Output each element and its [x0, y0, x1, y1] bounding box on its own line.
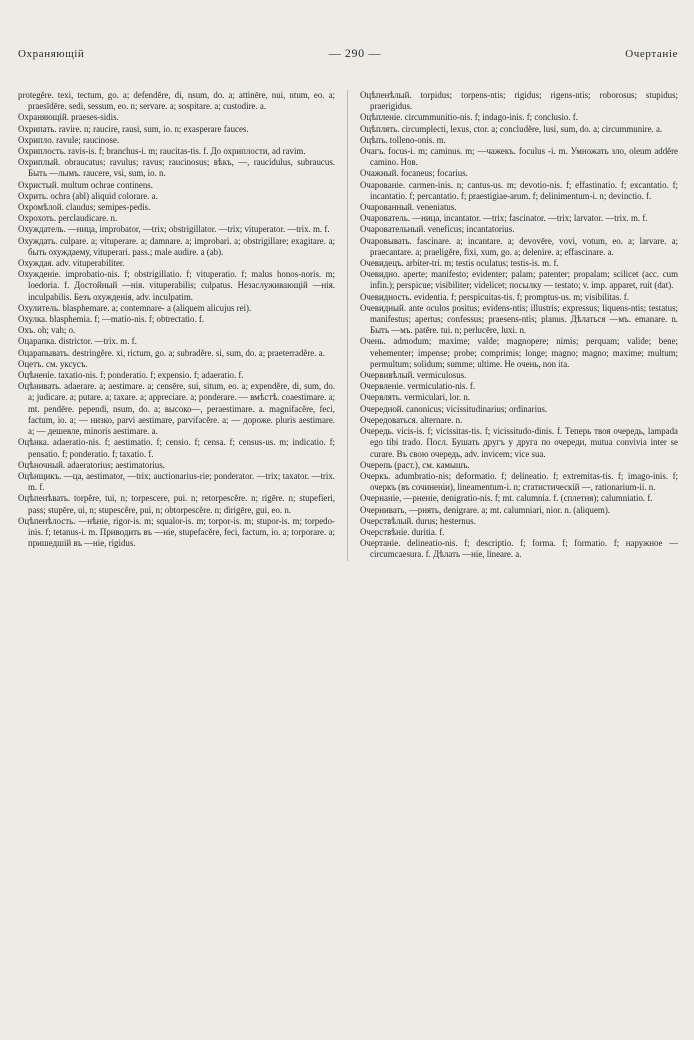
dictionary-entry: Очевидецъ. arbiter-tri. m; testis oculatus; testis-is. m. f. — [360, 258, 559, 269]
dictionary-entry: Оцѣнщикъ. —ца, aestimator, —trix; auctionarius-rie; ponderator. —trix; taxator. —trix. m. f. — [18, 470, 335, 493]
dictionary-entry: Очарованный. veneniatus. — [360, 202, 457, 213]
header-left-guideword: Охраняющій — [18, 48, 85, 60]
dictionary-entry: Оцѣплять. circumplecti, lexus, ctor. a; concludĕre, lusi, sum, do. a; circummunire. a. — [360, 123, 663, 134]
dictionary-entry: Оцѣпленіе. circummunitio-nis. f; indago-inis. f; conclusio. f. — [360, 112, 578, 123]
dictionary-entry: Очервленіе. vermiculatio-nis. f. — [360, 381, 476, 392]
dictionary-entry: Очервлять. vermiculari, lor. n. — [360, 392, 471, 403]
dictionary-entry: Охриплость. ravis-is. f; branchus-i. m; raucitas-tis. f. До охриплости, ad ravim. — [18, 146, 306, 157]
dictionary-entry: Оцѣпенѣвать. torpĕre, tui, n; torpescere, pui. n; retorpescĕre. n; rigēre. n; stupefieri, pass; stupēre, ui, n; stupescĕre, pui, n; obtorpescĕre. n; dirigēre, gui, eo. n. — [18, 493, 335, 515]
dictionary-entry: Очарователь. —ница, incantator. —trix; fascinator. —trix; larvator. —trix. m. f. — [360, 213, 648, 224]
dictionary-entry: Очерепь (раст.), см. камышъ. — [360, 459, 470, 470]
dictionary-entry: Оцѣночный. adaeratorius; aestimatorius. — [18, 459, 165, 470]
dictionary-entry: Охромѣлой. claudus; semipes-pedis. — [18, 202, 151, 213]
dictionary-entry: Охулитель. blasphemare. a; contemnare- a (aliquem alicujus rei). — [18, 302, 252, 313]
dictionary-entry: Охуждать. culpare. a; vituperare. a; damnare. a; improbari. a; obstrigillare; exagitare. a; быть охуждаему, vituperari. pass.; male audire. a (ab). — [18, 235, 335, 257]
dictionary-entry: Очерствѣніе. duritia. f. — [360, 526, 445, 537]
dictionary-entry: Охулка. blasphemia. f; —matio-nis. f; obtrectatio. f. — [18, 314, 205, 325]
dictionary-entry: Очевидно. aperte; manifesto; evidenter; palam; patenter; propalam; scilicet (acc. cum infin.); perspicue; visibiliter; videlicet; посылку — testato; v. imp. apparet, ruit (dat). — [360, 269, 678, 291]
dictionary-entry: Очеркъ. adumbratio-nis; deformatio. f; delineatio. f; extremitas-tis. f; imago-inis. f; очеркъ (въ сочиненіи), lineamentum-i. n; статистическій —, rationarium-ii. n. — [360, 470, 678, 493]
dictionary-entry: Оцѣненіе. taxatio-nis. f; ponderatio. f; expensio. f; adaeratio. f. — [18, 370, 244, 381]
dictionary-entry: Очарованіе. carmen-inis. n; cantus-us. m; devotio-nis. f; effastinatio. f; excantatio. f; incantatio. f; percantatio. f; praestigiae-arum. f; delinimentum-i. n; devinctio. f. — [360, 179, 678, 201]
dictionary-entry: Очередь. vicis-is. f; vicissitas-tis. f; vicissitudo-dinis. f. Теперь твоя очередь, lampada ego tibi trado. Посл. Бушать другъ у друга по очереди, mutua convivia inter se curare. Въ свою очередь, adv. invicem; vice sua. — [360, 426, 678, 459]
dictionary-entry: Очерствѣлый. durus; hesternus. — [360, 515, 476, 526]
dictionary-entry: Оцѣпенѣлый. torpidus; torpens-ntis; rigidus; rigens-ntis; roborosus; stupidus; praerigidus. — [360, 90, 678, 112]
dictionary-entry: Очернивать, —рнять, denigrare. a; mt. calumniari, nior. n. (aliquem). — [360, 504, 610, 515]
dictionary-entry: Охрипать. ravire. n; raucire, rausi, sum, io. n; exasperare fauces. — [18, 123, 249, 134]
dictionary-entry: Охрохоть. perclaudicare. n. — [18, 213, 118, 224]
dictionary-entry: Очевидный. ante oculos positus; evidens-ntis; illustris; expressus; liquens-ntis; testatus; manifestus; apertus; confessus; praesens-ntis; planus. Дѣлаться —мъ. emanare. n. Быть —мъ. patēre. tui. n; perlucēre, luxi. n. — [360, 302, 678, 336]
right-column — [348, 90, 678, 561]
dictionary-entry: Оцарапывать. destringĕre. xi, rictum, go. a; subradĕre. si, sum, do. a; praeterradĕre. a. — [18, 347, 325, 358]
dictionary-entry: Охристый. multum ochrae continens. — [18, 179, 153, 190]
dictionary-entry: Очагъ. focus-i. m; caminus. m; —чажекъ. foculus -i. m. Умножать зло, oleum addĕre camino. Нов. — [360, 146, 678, 168]
dictionary-entry: Охужденіе. improbatio-nis. f; obstrigillatio. f; vituperatio. f; malus honos-noris. m; loedoria. f. Достойный —нія. vituperabilis; culpatus. Незаслуживающій —нія. inculpabilis. Безъ охужденія, adv. inculpatim. — [18, 269, 335, 302]
dictionary-entry: Охъ. oh; vah; o. — [18, 325, 76, 336]
dictionary-entry: Очервивѣлый. vermiculosus. — [360, 370, 467, 381]
dictionary-entry: Очажный. focaneus; focarius. — [360, 168, 468, 179]
dictionary-entry: Оцарапка. districtor. —trix. m. f. — [18, 336, 137, 347]
two-column-body — [18, 90, 678, 561]
dictionary-entry: Очернаніе, —рненіе, denigratio-nis. f; mt. calumnia. f. (сплетня); calumniatio. f. — [360, 493, 653, 504]
dictionary-entry: Охуждая. adv. vituperabiliter. — [18, 258, 125, 269]
header-right-guideword: Очертаніе — [625, 48, 678, 60]
dictionary-entry: Оцѣпъ. tolleno-onis. m. — [360, 134, 446, 145]
dictionary-entry: Оцѣнка. adaeratio-nis. f; aestimatio. f; censio. f; censa. f; census-us. m; indicatio. f; pensatio. f; ponderatio. f; taxatio. f. — [18, 437, 335, 459]
dictionary-entry: protegĕre. texi, tectum, go. a; defendĕre, di, nsum, do. a; attinēre, nui, ntum, eo. a; praesīdēre. sedi, sessum, eo. n; servare. a; sospitare. a; custodire. a. — [18, 90, 335, 112]
page-number: — 290 — — [328, 46, 381, 60]
dictionary-entry: Очередоваться. alternare. n. — [360, 414, 463, 425]
dictionary-entry: Очень. admodum; maxime; valde; magnoperе; nimis; perquam; valide; bene; vehementer; impense; probe; comprimis; longe; magno; magno; maxime; multum; permultum; solidum; summe; ultime. Не очень, non ita. — [360, 336, 678, 369]
dictionary-entry: Очередной. canonicus; vicissitudinarius; ordinarius. — [360, 403, 548, 414]
left-column — [18, 90, 348, 561]
dictionary-entry: Охуждатель. —ница, improbator, —trix; obstrigillator. —trix; vituperator. —trix. m. f. — [18, 224, 330, 235]
dictionary-entry: Охрить. ochra (abl) aliquid colorare. a. — [18, 190, 158, 201]
dictionary-entry: Очаровательный. veneficus; incantatorius. — [360, 224, 515, 235]
running-header — [18, 0, 678, 60]
dictionary-entry: Охраняющій. praeses-sidis. — [18, 112, 119, 123]
dictionary-entry: Очертаніе. delineatio-nis. f; descriptio. f; forma. f; formatio. f; наружное — circumcaesura. f. Дѣлать —ніе, lineare. a. — [360, 538, 678, 560]
dictionary-entry: Оцетъ. см. уксусъ. — [18, 358, 88, 369]
dictionary-entry: Очевидность. evidentia. f; perspicuitas-tis. f; promptus-us. m; visibilitas. f. — [360, 291, 629, 302]
dictionary-entry: Очаровывать. fascinare. a; incantare. a; devovēre, vovi, votum, eo. a; larvare. a; praecantare. a; praeligĕre, fixi, xum, go. a; delenire. a; effascinare. a. — [360, 235, 678, 257]
dictionary-entry: Оцѣнивать. adaerare. a; aestimare. a; censēre, sui, situm, eo. a; expendĕre, di, sum, do. a; judicare. a; putare. a; taxare. a; appreciare. a; ponderare. — вмѣстѣ. coaestimare. a; mt. pendēre. pependi, nsum, do. a; высоко—, peraestimare. a. magnifacĕre, feci, factum, io. a; — низко, parvi aestimare, parvifacĕre. a; — дороже. pluris aestimare. a; — дешевле, minoris aestimare. a. — [18, 381, 335, 437]
dictionary-entry: Охриплый. obraucatus; ravulus; ravus; raucinosus; вѣкъ, —, raucidulus, subraucus. Быть —лымъ. raucere, vsi, sum, io. n. — [18, 157, 335, 179]
dictionary-entry: Оцѣпенѣлость. —нѣніе, rigor-is. m; squalor-is. m; torpor-is. m; stupor-is. m; torpedo-inis. f; tetanus-i. m. Приводить въ —ніе, stupefacĕre, feci, factum, io. a; torporare. a; пришедшій въ —ніе, rigidus. — [18, 515, 335, 549]
dictionary-entry: Охрипло. ravule; raucinose. — [18, 134, 120, 145]
